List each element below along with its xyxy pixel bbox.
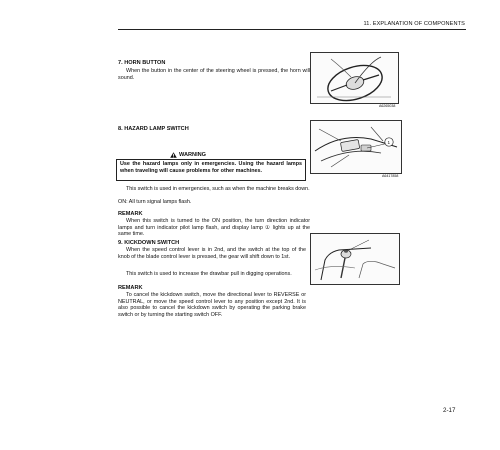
kickdown-remark-text: To cancel the kickdown switch, move the directional lever to REVERSE or NEUTRAL, or move the speed control lever to any position except 2nd. It is also possible to cancel the kickdown switch by operating the parking brake switch or by turning the starting switch OFF. (118, 292, 306, 318)
hazard-lamp-on-description: ON: All turn signal lamps flash. (118, 199, 192, 205)
warning-triangle-icon (170, 152, 177, 158)
hazard-remark-text: When this switch is turned to the ON position, the turn direction indicator lamps and turn indicator pilot lamp flash, and display lamp ① lights up at the same time. (118, 218, 310, 238)
page-header-title: 11. EXPLANATION OF COMPONENTS (363, 21, 465, 27)
hazard-figure-code: A6417858 (382, 174, 399, 178)
kickdown-switch-figure (310, 233, 400, 285)
horn-button-description: When the button in the center of the steering wheel is pressed, the horn will sound. (118, 68, 310, 81)
hazard-callout-number: 1 (387, 139, 391, 145)
horn-figure-code: A6265038 (379, 104, 396, 108)
hazard-remark-heading: REMARK (118, 211, 143, 217)
page-number: 2-17 (443, 407, 456, 414)
horn-button-heading: 7. HORN BUTTON (118, 60, 166, 66)
kickdown-switch-heading: 9. KICKDOWN SWITCH (118, 240, 180, 246)
warning-text: Use the hazard lamps only in emergencies. Using the hazard lamps when traveling will cause problems for other machines. (120, 161, 302, 174)
hazard-lamp-figure (310, 120, 402, 174)
kickdown-remark-heading: REMARK (118, 285, 143, 291)
hazard-lamp-switch-heading: 8. HAZARD LAMP SWITCH (118, 126, 189, 132)
kickdown-switch-description: When the speed control lever is in 2nd, and the switch at the top of the knob of the blade control lever is pressed, the gear will shift down to 1st. (118, 247, 306, 260)
control-lever-illustration (311, 234, 399, 284)
dashboard-illustration (311, 121, 401, 173)
horn-button-figure (310, 52, 399, 104)
header-rule (118, 29, 466, 30)
warning-title-text: WARNING (179, 152, 207, 158)
hazard-lamp-description: This switch is used in emergencies, such as when the machine breaks down. (126, 186, 310, 192)
kickdown-usage-text: This switch is used to increase the drawbar pull in digging operations. (126, 271, 292, 277)
warning-title (168, 152, 208, 158)
steering-wheel-illustration (311, 53, 398, 103)
